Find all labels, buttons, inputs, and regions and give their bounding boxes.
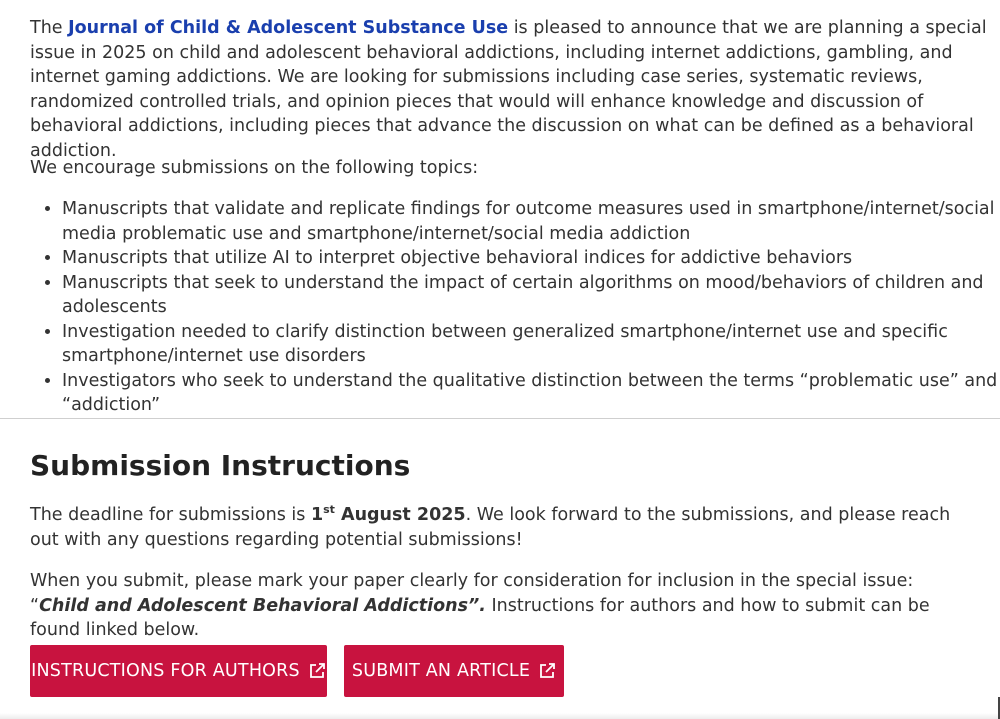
deadline-day: 1 (310, 505, 324, 525)
submit-article-button[interactable] (344, 645, 564, 697)
section-divider (0, 418, 1000, 419)
topics-intro: We encourage submissions on the following topics: (30, 158, 479, 178)
instructions-button-label: INSTRUCTIONS FOR AUTHORS (31, 661, 300, 681)
special-issue-title: Child and Adolescent Behavioral Addictions”. (39, 595, 486, 616)
when-prefix: When you submit, please mark your paper clearly for consideration for inclusion in the special issue: “ (30, 571, 914, 616)
instructions-for-authors-button[interactable] (30, 645, 327, 697)
topics-list (30, 197, 1000, 418)
bottom-shadow (0, 713, 1000, 719)
intro-prefix: The (30, 18, 69, 38)
deadline-rest: August 2025 (334, 505, 466, 525)
topic-item: • Investigation needed to clarify distinction between generalized smartphone/internet use and specific smartphone/internet use disorders (62, 320, 1000, 369)
topic-item: • Investigators who seek to understand the qualitative distinction between the terms “problematic use” and “addiction” (62, 369, 1000, 418)
topic-item: • Manuscripts that validate and replicate findings for outcome measures used in smartphone/internet/social media problematic use and smartphone/internet/social media addiction (62, 197, 1000, 246)
when-paragraph (30, 569, 975, 643)
topic-item: • Manuscripts that utilize AI to interpret objective behavioral indices for addictive behaviors (62, 246, 1000, 271)
deadline-prefix: The deadline for submissions is (30, 505, 311, 525)
deadline-paragraph (30, 503, 960, 552)
when-suffix: Instructions for authors and how to submit can be found linked below. (30, 595, 930, 640)
deadline-date (311, 505, 466, 525)
submit-button-label: SUBMIT AN ARTICLE (351, 661, 531, 681)
topic-item: • Manuscripts that seek to understand the impact of certain algorithms on mood/behaviors of children and adolescents (62, 271, 1000, 320)
submission-heading: Submission Instructions (30, 449, 411, 482)
intro-body: is pleased to announce that we are planning a special issue in 2025 on child and adolescent behavioral addictions, including internet addictions, gambling, and internet gaming addictions. We are looking for submissions including case series, systematic reviews, randomized controlled trials, and opinion pieces that would will enhance knowledge and discussion of behavioral addictions, including pieces that advance the discussion on what can be defined as a behavioral addiction. (30, 18, 987, 161)
external-link-icon (538, 662, 556, 680)
journal-link[interactable]: Journal of Child & Adolescent Substance Use (68, 18, 509, 38)
external-link-icon (308, 662, 326, 680)
deadline-sup: st (323, 503, 335, 517)
intro-paragraph (30, 16, 990, 163)
deadline-suffix: . We look forward to the submissions, and please reach out with any questions regarding potential submissions! (30, 505, 951, 550)
